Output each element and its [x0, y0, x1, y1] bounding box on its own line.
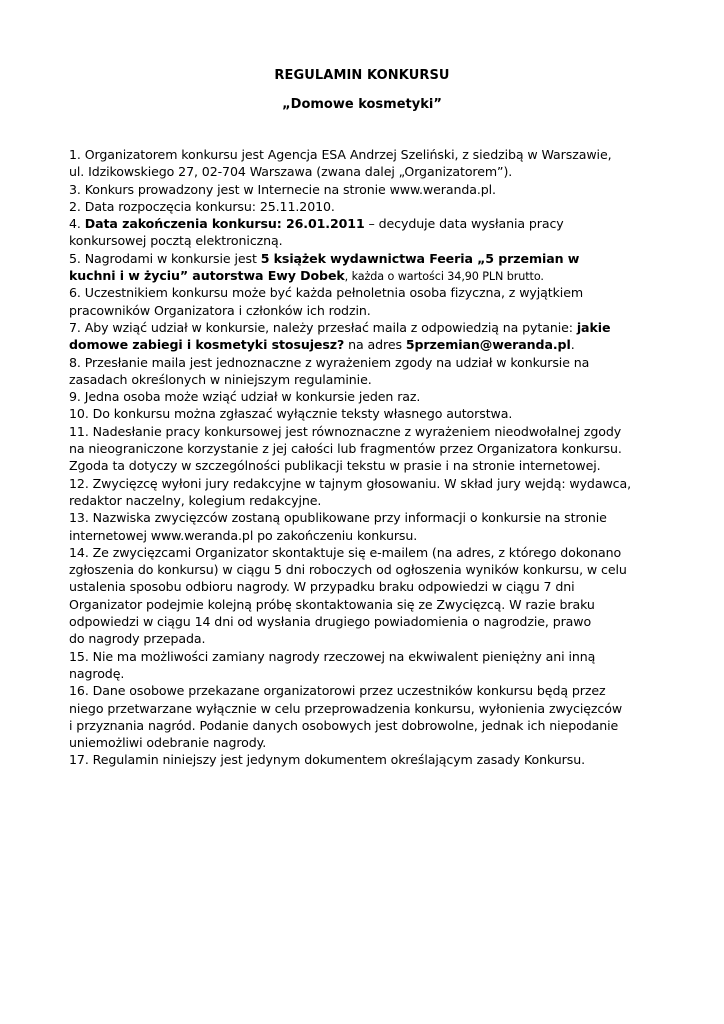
question-bold: jakie [576, 319, 611, 335]
rule-line: 11. Nadesłanie pracy konkursowej jest równoznaczne z wyrażeniem nieodwołalnej zgody [69, 423, 622, 439]
rule-text: . [570, 337, 575, 353]
rule-text: 7. Aby wziąć udział w konkursie, należy przesłać maila z odpowiedzią na pytanie: [69, 319, 577, 335]
rule-line: 9. Jedna osoba może wziąć udział w konkursie jeden raz. [69, 389, 421, 405]
rule-line: 2. Data rozpoczęcia konkursu: 25.11.2010. [69, 198, 335, 214]
rule-line: 6. Uczestnikiem konkursu może być każda pełnoletnia osoba fizyczna, z wyjątkiem [69, 285, 584, 301]
rule-text: na adres [344, 337, 406, 353]
rule-line: i przyznania nagród. Podanie danych osobowych jest dobrowolne, jednak ich niepodanie [69, 717, 619, 733]
rule-line: Zgoda ta dotyczy w szczególności publikacji tekstu w prasie i na stronie internetowej. [69, 458, 601, 474]
rule-line: nagrodę. [69, 665, 125, 681]
rule-line: 13. Nazwiska zwycięzców zostaną opublikowane przy informacji o konkursie na stronie [69, 510, 607, 526]
rule-line: 16. Dane osobowe przekazane organizatorowi przez uczestników konkursu będą przez [69, 683, 606, 699]
question-bold: domowe zabiegi i kosmetyki stosujesz? [69, 337, 345, 353]
rule-line: zgłoszenia do konkursu) w ciągu 5 dni roboczych od ogłoszenia wyników konkursu, w celu [69, 562, 627, 578]
rule-line: odpowiedzi w ciągu 14 dni od wysłania drugiego powiadomienia o nagrodzie, prawo [69, 614, 592, 630]
rule-line: 10. Do konkursu można zgłaszać wyłącznie teksty własnego autorstwa. [69, 406, 513, 422]
rule-line: 3. Konkurs prowadzony jest w Internecie na stronie www.weranda.pl. [69, 181, 496, 197]
rule-line: uniemożliwi odebranie nagrody. [69, 735, 267, 751]
rule-line [69, 319, 669, 336]
rule-line: 14. Ze zwycięzcami Organizator skontaktuje się e-mailem (na adres, z którego dokonano [69, 544, 622, 560]
rule-text: – decyduje data wysłania pracy [364, 216, 564, 232]
rule-line: redaktor naczelny, kolegium redakcyjne. [69, 492, 322, 508]
rule-line: zasadach określonych w niniejszym regulaminie. [69, 371, 372, 387]
rule-line [69, 336, 669, 353]
rule-line: 17. Regulamin niniejszy jest jedynym dokumentem określającym zasady Konkursu. [69, 752, 586, 768]
rule-line: konkursowej pocztą elektroniczną. [69, 233, 283, 249]
rule-line: Organizator podejmie kolejną próbę skontaktowania się ze Zwycięzcą. W razie braku [69, 596, 595, 612]
prize-bold: kuchni i w życiu” autorstwa Ewy Dobek [69, 268, 345, 284]
rule-line: pracowników Organizatora i członków ich rodzin. [69, 302, 371, 318]
document-subtitle: „Domowe kosmetyki” [282, 97, 442, 112]
rule-line: na nieograniczone korzystanie z jej całości lub fragmentów przez Organizatora konkursu. [69, 441, 622, 457]
rule-line: niego przetwarzane wyłącznie w celu przeprowadzenia konkursu, wyłonienia zwycięzców [69, 700, 623, 716]
prize-bold: 5 książek wydawnictwa Feeria „5 przemian w [260, 250, 580, 266]
rule-line: internetowej www.weranda.pl po zakończeniu konkursu. [69, 527, 418, 543]
rule-text: 4. [69, 216, 85, 232]
rule-line [69, 215, 669, 232]
rule-line [69, 267, 669, 284]
end-date-bold: Data zakończenia konkursu: 26.01.2011 [84, 216, 365, 232]
rule-line: ul. Idzikowskiego 27, 02-704 Warszawa (zwana dalej „Organizatorem”). [69, 164, 513, 180]
prize-value-text: , każda o wartości 34,90 PLN brutto. [344, 270, 544, 284]
rule-line: do nagrody przepada. [69, 631, 206, 647]
contest-email-bold: 5przemian@weranda.pl [405, 337, 571, 353]
rule-line [69, 250, 669, 267]
rule-line: ustalenia sposobu odbioru nagrody. W przypadku braku odpowiedzi w ciągu 7 dni [69, 579, 575, 595]
rule-line: 1. Organizatorem konkursu jest Agencja ESA Andrzej Szeliński, z siedzibą w Warszawie, [69, 147, 612, 162]
rule-text: 5. Nagrodami w konkursie jest [69, 250, 261, 266]
rule-line: 8. Przesłanie maila jest jednoznaczne z wyrażeniem zgody na udział w konkursie na [69, 354, 590, 370]
rule-line: 15. Nie ma możliwości zamiany nagrody rzeczowej na ekwiwalent pieniężny ani inną [69, 648, 596, 664]
rule-line: 12. Zwycięzcę wyłoni jury redakcyjne w tajnym głosowaniu. W skład jury wejdą: wydawca, [69, 475, 631, 491]
rules-body [69, 146, 669, 769]
document-title: REGULAMIN KONKURSU [274, 68, 450, 83]
